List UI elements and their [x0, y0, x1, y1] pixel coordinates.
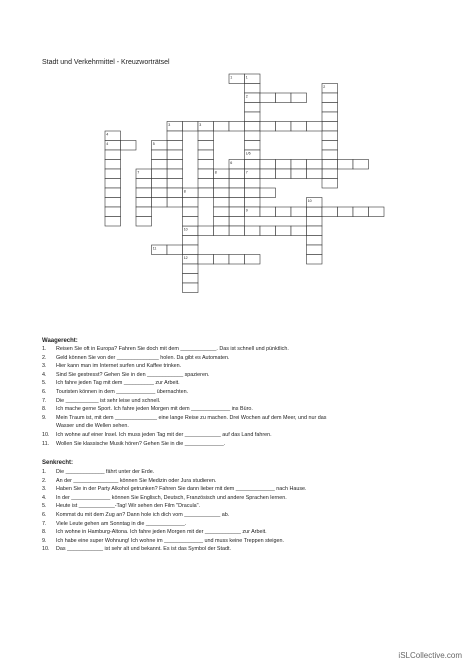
crossword-cell[interactable] [214, 188, 230, 198]
cell-number: 1 [245, 75, 248, 80]
crossword-cell[interactable] [198, 179, 214, 189]
crossword-cell[interactable] [183, 198, 199, 208]
crossword-cell[interactable] [260, 93, 276, 103]
crossword-cell[interactable] [307, 207, 323, 217]
crossword-cell[interactable] [183, 264, 199, 274]
crossword-cell[interactable] [245, 103, 261, 113]
clue-item [42, 371, 452, 380]
crossword-cell[interactable] [229, 179, 245, 189]
clue-item [42, 502, 452, 511]
crossword-cell[interactable] [245, 141, 261, 151]
crossword-cell[interactable] [229, 122, 245, 132]
crossword-cell[interactable] [307, 255, 323, 265]
crossword-cell[interactable] [167, 245, 183, 255]
cell-number: 3 [168, 122, 171, 127]
crossword-cell[interactable] [338, 207, 354, 217]
clue-number: 9. [42, 414, 47, 421]
crossword-cell[interactable] [198, 141, 214, 151]
clue-text: Hier kann man im Internet surfen und Kaffee trinken. [56, 363, 182, 370]
crossword-cell[interactable] [307, 236, 323, 246]
clue-text: Kommst du mit dem Zug an? Dann hole ich dich vom ____________ ab. [56, 511, 230, 518]
crossword-cell[interactable] [245, 160, 261, 170]
crossword-cell[interactable] [229, 198, 245, 208]
clue-number: 6. [42, 511, 47, 518]
crossword-cell[interactable] [276, 207, 292, 217]
crossword-cell[interactable] [353, 160, 369, 170]
crossword-cell[interactable] [245, 179, 261, 189]
crossword-cell[interactable] [229, 207, 245, 217]
crossword-cell[interactable] [276, 93, 292, 103]
crossword-cell[interactable] [167, 141, 183, 151]
crossword-cell[interactable] [229, 255, 245, 265]
clue-text: Wasser und die Wellen sehen. [56, 423, 129, 430]
crossword-cell[interactable] [136, 207, 152, 217]
crossword-cell[interactable] [105, 217, 121, 227]
crossword-cell[interactable] [105, 188, 121, 198]
crossword-cell[interactable] [307, 245, 323, 255]
clue-item [42, 414, 452, 423]
crossword-cell[interactable] [260, 160, 276, 170]
clue-number: 11. [42, 440, 50, 447]
crossword-cell[interactable] [198, 226, 214, 236]
crossword-cell[interactable] [229, 188, 245, 198]
clue-item [42, 405, 452, 414]
clue-number: 10. [42, 546, 50, 553]
clue-item [42, 345, 452, 354]
crossword-cell[interactable] [183, 207, 199, 217]
crossword-cell[interactable] [183, 274, 199, 284]
crossword-cell[interactable] [245, 122, 261, 132]
clue-number: 10. [42, 431, 50, 438]
crossword-cell[interactable] [198, 188, 214, 198]
crossword-cell[interactable] [307, 160, 323, 170]
cell-number: 8 [183, 189, 186, 194]
crossword-cell[interactable] [307, 226, 323, 236]
crossword-cell[interactable] [152, 160, 168, 170]
crossword-cell[interactable] [214, 217, 230, 227]
crossword-cell[interactable] [276, 160, 292, 170]
clue-item [42, 528, 452, 537]
crossword-cell[interactable] [322, 131, 338, 141]
clue-number: 3. [42, 363, 47, 370]
footer-watermark: iSLCollective.com [398, 651, 462, 660]
cell-number: 4 [106, 141, 109, 146]
crossword-cell[interactable] [369, 207, 385, 217]
crossword-cell[interactable] [152, 179, 168, 189]
clue-item [42, 354, 452, 363]
clue-text: Ich mache gerne Sport. Ich fahre jeden Morgen mit dem _____________ ins Büro. [56, 406, 253, 413]
crossword-cell[interactable] [322, 160, 338, 170]
clue-text: Touristen können in dem _____________ übernachten. [56, 388, 189, 395]
crossword-cell[interactable] [260, 226, 276, 236]
crossword-cell[interactable] [214, 207, 230, 217]
crossword-cell[interactable] [105, 198, 121, 208]
across-heading: Waagerecht: [42, 338, 78, 344]
clue-number: 4. [42, 494, 47, 501]
clue-item [42, 545, 452, 554]
crossword-cell[interactable] [260, 122, 276, 132]
clue-text: In der _____________ können Sie Englisch, Deutsch, Französisch und andere Sprachen lernen. [56, 494, 287, 501]
clue-number: 8. [42, 529, 47, 536]
clue-text: An der _______________ können Sie Medizin oder Jura studieren. [56, 477, 217, 484]
clue-item [42, 440, 452, 449]
crossword-cell[interactable] [291, 207, 307, 217]
crossword-cell[interactable] [291, 160, 307, 170]
cell-number: 6 [230, 160, 233, 165]
crossword-cell[interactable] [167, 169, 183, 179]
crossword-cell[interactable] [198, 160, 214, 170]
crossword-cell[interactable] [167, 150, 183, 160]
crossword-cell[interactable] [322, 169, 338, 179]
clue-item [42, 379, 452, 388]
crossword-cell[interactable] [245, 131, 261, 141]
crossword-cell[interactable] [291, 122, 307, 132]
clue-text: Sind Sie gestresst? Gehen Sie in den ____________ spazieren. [56, 371, 210, 378]
cell-number: 1 [230, 75, 233, 80]
crossword-cell[interactable] [167, 198, 183, 208]
crossword-cell[interactable] [152, 188, 168, 198]
clue-text: Reisen Sie oft in Europa? Fahren Sie doch mit dem ____________. Das ist schnell und pünktlich. [56, 346, 289, 352]
crossword-cell[interactable] [322, 179, 338, 189]
clue-text: Geld können Sie von der ______________ holen. Da gibt es Automaten. [56, 354, 230, 361]
crossword-cell[interactable] [183, 236, 199, 246]
crossword-cell[interactable] [136, 217, 152, 227]
cell-number: L/6 [245, 151, 251, 156]
cell-number: 7 [137, 170, 140, 175]
crossword-cell[interactable] [105, 179, 121, 189]
clue-number: 9. [42, 537, 47, 544]
crossword-cell[interactable] [229, 226, 245, 236]
crossword-cell[interactable] [152, 150, 168, 160]
crossword-cell[interactable] [276, 226, 292, 236]
clue-text: Ich wohne auf einer Insel. Ich muss jeden Tag mit der ____________ auf das Land fahren. [56, 431, 272, 438]
clue-item [42, 477, 452, 486]
crossword-cell[interactable] [276, 122, 292, 132]
cell-number: 8 [214, 170, 217, 175]
clue-item [42, 431, 452, 440]
crossword-cell[interactable] [167, 160, 183, 170]
crossword-cell[interactable] [167, 188, 183, 198]
across-clues [42, 345, 452, 448]
crossword-cell[interactable] [198, 131, 214, 141]
crossword-cell[interactable] [245, 226, 261, 236]
crossword-cell[interactable] [214, 226, 230, 236]
clue-item [42, 494, 452, 503]
crossword-cell[interactable] [167, 179, 183, 189]
crossword-cell[interactable] [136, 198, 152, 208]
cell-number: 9 [245, 208, 248, 213]
cell-number: 11 [152, 246, 157, 251]
clue-number: 3. [42, 486, 47, 493]
clue-number: 5. [42, 503, 47, 510]
clue-text: Haben Sie in der Party Alkohol getrunken? Fahren Sie dann lieber mit dem _____________ nach Hause. [56, 486, 307, 493]
clue-number: 7. [42, 397, 47, 404]
clue-number: 4. [42, 371, 47, 378]
crossword-cell[interactable] [136, 188, 152, 198]
crossword-cell[interactable] [276, 169, 292, 179]
clue-text: Das ____________ ist sehr alt und bekannt. Es ist das Symbol der Stadt. [56, 546, 232, 553]
crossword-cell[interactable] [322, 112, 338, 122]
clue-item [42, 468, 452, 477]
clue-number: 6. [42, 388, 47, 395]
clue-number: 5. [42, 380, 47, 387]
crossword-cell[interactable] [245, 198, 261, 208]
crossword-cell[interactable] [121, 141, 137, 151]
crossword-cell[interactable] [322, 93, 338, 103]
clue-text: Die ___________ ist sehr leise und schnell. [56, 397, 161, 404]
down-heading: Senkrecht: [42, 460, 74, 466]
crossword-cell[interactable] [198, 169, 214, 179]
clue-number: 8. [42, 406, 47, 413]
crossword-cell[interactable] [183, 217, 199, 227]
clue-number: 2. [42, 354, 47, 361]
crossword-cell[interactable] [245, 188, 261, 198]
crossword-cell[interactable] [105, 169, 121, 179]
clue-text: Viele Leute gehen am Sonntag in die _____________. [56, 520, 187, 527]
crossword-cell[interactable] [105, 207, 121, 217]
cell-number: 5 [152, 141, 155, 146]
clue-item [42, 537, 452, 546]
down-clues [42, 468, 452, 554]
clue-number: 1. [42, 469, 47, 475]
cell-number: 2 [245, 94, 248, 99]
clue-number: 1. [42, 346, 47, 352]
crossword-cell[interactable] [214, 122, 230, 132]
crossword-cell[interactable] [214, 198, 230, 208]
clue-number: 2. [42, 477, 47, 484]
crossword-cell[interactable] [214, 255, 230, 265]
crossword-cell[interactable] [183, 122, 202, 132]
clue-item [42, 485, 452, 494]
cell-number: 10 [307, 198, 312, 203]
crossword-cell[interactable] [198, 150, 214, 160]
cell-number: 10 [183, 227, 188, 232]
crossword-cell[interactable] [260, 169, 276, 179]
clue-item [42, 520, 452, 529]
cell-number: 2 [323, 84, 326, 89]
crossword-cell[interactable] [260, 207, 276, 217]
crossword-cell[interactable] [105, 160, 121, 170]
crossword-cell[interactable] [245, 84, 261, 94]
crossword-cell[interactable] [322, 207, 338, 217]
crossword-cell[interactable] [152, 169, 168, 179]
crossword-cell[interactable] [307, 122, 323, 132]
crossword-cell[interactable] [307, 217, 323, 227]
crossword-cell[interactable] [105, 150, 121, 160]
crossword-cell[interactable] [338, 160, 354, 170]
clue-item [42, 422, 452, 431]
crossword-cell[interactable] [291, 93, 307, 103]
crossword-cell[interactable] [229, 217, 245, 227]
clue-text: Die _____________ fährt unter der Erde. [56, 469, 155, 475]
clue-text: Heute ist ____________-Tag! Wir sehen den Film "Dracula". [56, 503, 201, 510]
clue-text: Ich fahre jeden Tag mit dem __________ zur Arbeit. [56, 380, 180, 387]
cell-number: 7 [245, 170, 248, 175]
crossword-cell[interactable] [291, 226, 307, 236]
crossword-cell[interactable] [260, 188, 276, 198]
crossword-cell[interactable] [245, 255, 261, 265]
crossword-cell[interactable] [322, 103, 338, 113]
clue-text: Ich habe eine super Wohnung! Ich wohne im _____________ und muss keine Treppen steigen. [56, 537, 284, 544]
crossword-cell[interactable] [322, 150, 338, 160]
clue-text: Ich wohne in Hamburg-Altona. Ich fahre jeden Morgen mit der ____________ zur Arbeit. [56, 529, 267, 536]
crossword-cell[interactable] [198, 255, 214, 265]
crossword-cell[interactable] [322, 141, 338, 151]
crossword-cell[interactable] [291, 169, 307, 179]
cell-number: 12 [183, 255, 188, 260]
page-title: Stadt und Verkehrmittel - Kreuzworträtsel [42, 59, 170, 66]
crossword-cell[interactable] [136, 179, 152, 189]
crossword-cell[interactable] [167, 131, 183, 141]
cell-number: 3 [199, 122, 202, 127]
clue-text: Wollen Sie klassische Musik hören? Gehen Sie in die _____________. [56, 440, 226, 447]
crossword-cell[interactable] [322, 122, 338, 132]
crossword-cell[interactable] [353, 207, 369, 217]
clue-number: 7. [42, 520, 47, 527]
crossword-cell[interactable] [183, 283, 199, 293]
crossword-cell[interactable] [214, 179, 230, 189]
clue-item [42, 397, 452, 406]
clue-item [42, 362, 452, 371]
crossword-cell[interactable] [183, 245, 199, 255]
crossword-cell[interactable] [229, 169, 245, 179]
crossword-cell[interactable] [307, 169, 323, 179]
cell-number: 4 [106, 132, 109, 137]
clue-text: Mein Traum ist, mit dem ______________ eine lange Reise zu machen. Drei Wochen auf dem Meer, und nur das [56, 414, 327, 421]
crossword-cell[interactable] [152, 198, 168, 208]
crossword-cell[interactable] [245, 112, 261, 122]
clue-item [42, 388, 452, 397]
clue-item [42, 511, 452, 520]
